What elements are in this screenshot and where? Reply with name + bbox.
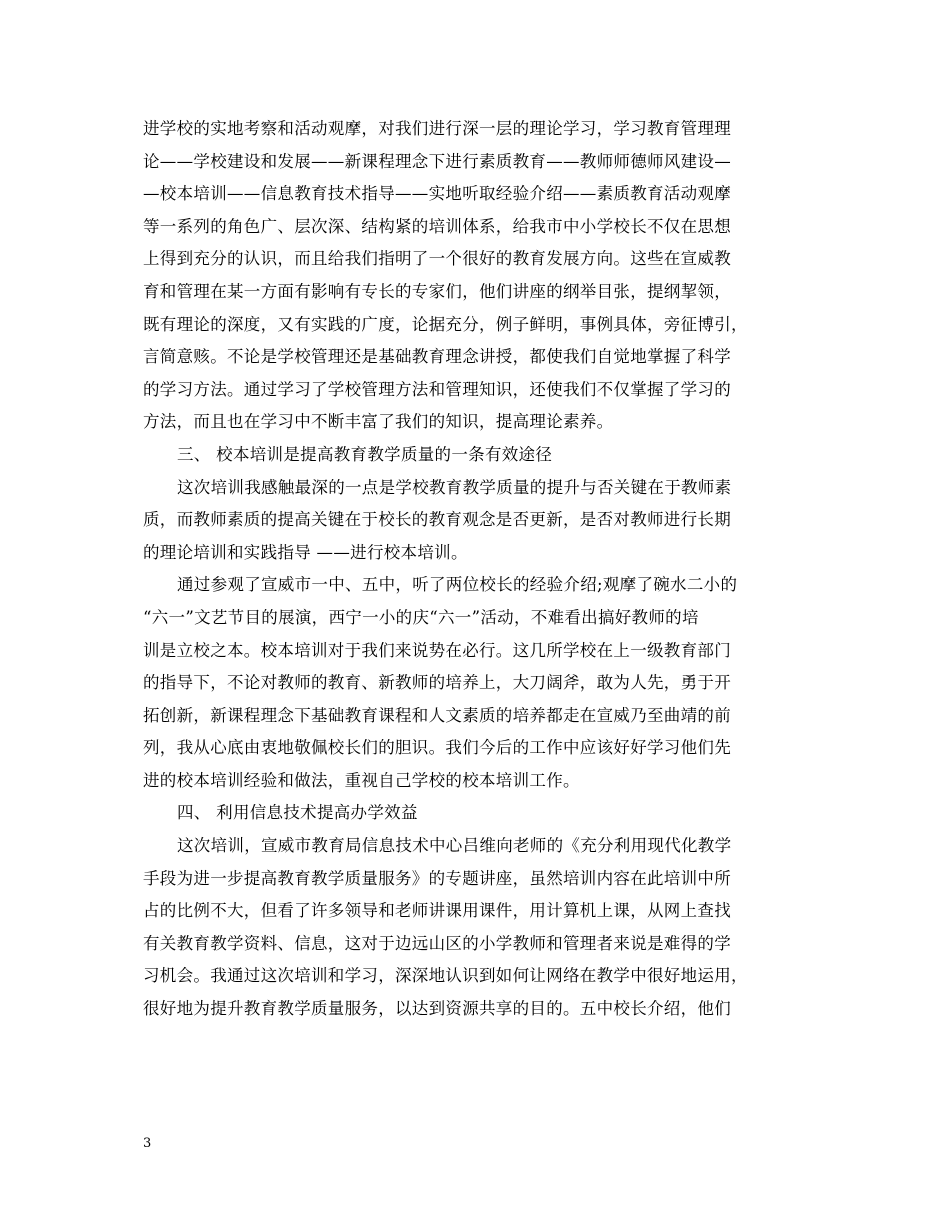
text-line: 有关教育教学资料、信息，这对于边远山区的小学教师和管理者来说是难得的学 xyxy=(143,933,731,953)
text-line: 进学校的实地考察和活动观摩，对我们进行深一层的理论学习，学习教育管理理 xyxy=(143,119,731,138)
page-number: 3 xyxy=(143,1136,152,1151)
text-line: 言简意赅。不论是学校管理还是基础教育理念讲授，都使我们自觉地掌握了科学 xyxy=(143,347,731,367)
text-line: “六一”文艺节目的展演，西宁一小的庆“六一”活动，不难看出搞好教师的培 xyxy=(143,607,699,627)
text-line: 方法，而且也在学习中不断丰富了我们的知识，提高理论素养。 xyxy=(143,412,614,432)
text-line: 的学习方法。通过学习了学校管理方法和管理知识，还使我们不仅掌握了学习的 xyxy=(143,379,731,399)
text-line: 习机会。我通过这次培训和学习，深深地认识到如何让网络在教学中很好地运用， xyxy=(143,966,748,986)
text-line: 训是立校之本。校本培训对于我们来说势在必行。这几所学校在上一级教育部门 xyxy=(143,640,731,660)
section-heading-4: 四、 利用信息技术提高办学效益 xyxy=(177,803,418,823)
text-line: 很好地为提升教育教学质量服务，以达到资源共享的目的。五中校长介绍，他们 xyxy=(143,999,731,1019)
text-line: 的理论培训和实践指导 ——进行校本培训。 xyxy=(143,542,468,562)
text-line: 手段为进一步提高教育教学质量服务》的专题讲座，虽然培训内容在此培训中所 xyxy=(143,868,731,888)
text-line: 质，而教师素质的提高关键在于校长的教育观念是否更新，是否对教师进行长期 xyxy=(143,510,731,530)
text-line: 论——学校建设和发展——新课程理念下进行素质教育——教师师德师风建设— xyxy=(143,151,731,171)
text-line: 拓创新，新课程理念下基础教育课程和人文素质的培养都走在宣威乃至曲靖的前 xyxy=(143,705,731,725)
text-line: 通过参观了宣威市一中、五中，听了两位校长的经验介绍;观摩了碗水二小的 xyxy=(177,575,738,595)
text-line: —校本培训——信息教育技术指导——实地听取经验介绍——素质教育活动观摩 xyxy=(143,184,731,204)
text-line: 这次培训，宣威市教育局信息技术中心吕维向老师的《充分利用现代化教学 xyxy=(177,836,732,856)
section-heading-3: 三、 校本培训是提高教育教学质量的一条有效途径 xyxy=(177,444,553,464)
body-text xyxy=(143,113,823,1026)
text-line: 等一系列的角色广、层次深、结构紧的培训体系，给我市中小学校长不仅在思想 xyxy=(143,216,731,236)
text-line: 进的校本培训经验和做法，重视自己学校的校本培训工作。 xyxy=(143,770,580,790)
text-line: 既有理论的深度，又有实践的广度，论据充分，例子鲜明，事例具体，旁征博引， xyxy=(143,314,748,334)
text-line: 上得到充分的认识，而且给我们指明了一个很好的教育发展方向。这些在宣威教 xyxy=(143,249,731,269)
text-line: 列，我从心底由衷地敬佩校长们的胆识。我们今后的工作中应该好好学习他们先 xyxy=(143,738,731,758)
text-line: 育和管理在某一方面有影响有专长的专家们，他们讲座的纲举目张，提纲挈领， xyxy=(143,281,731,301)
text-line: 占的比例不大，但看了许多领导和老师讲课用课件，用计算机上课，从网上查找 xyxy=(143,901,731,921)
text-line: 这次培训我感触最深的一点是学校教育教学质量的提升与否关键在于教师素 xyxy=(177,477,732,497)
text-line: 的指导下，不论对教师的教育、新教师的培养上，大刀阔斧，敢为人先，勇于开 xyxy=(143,673,731,693)
